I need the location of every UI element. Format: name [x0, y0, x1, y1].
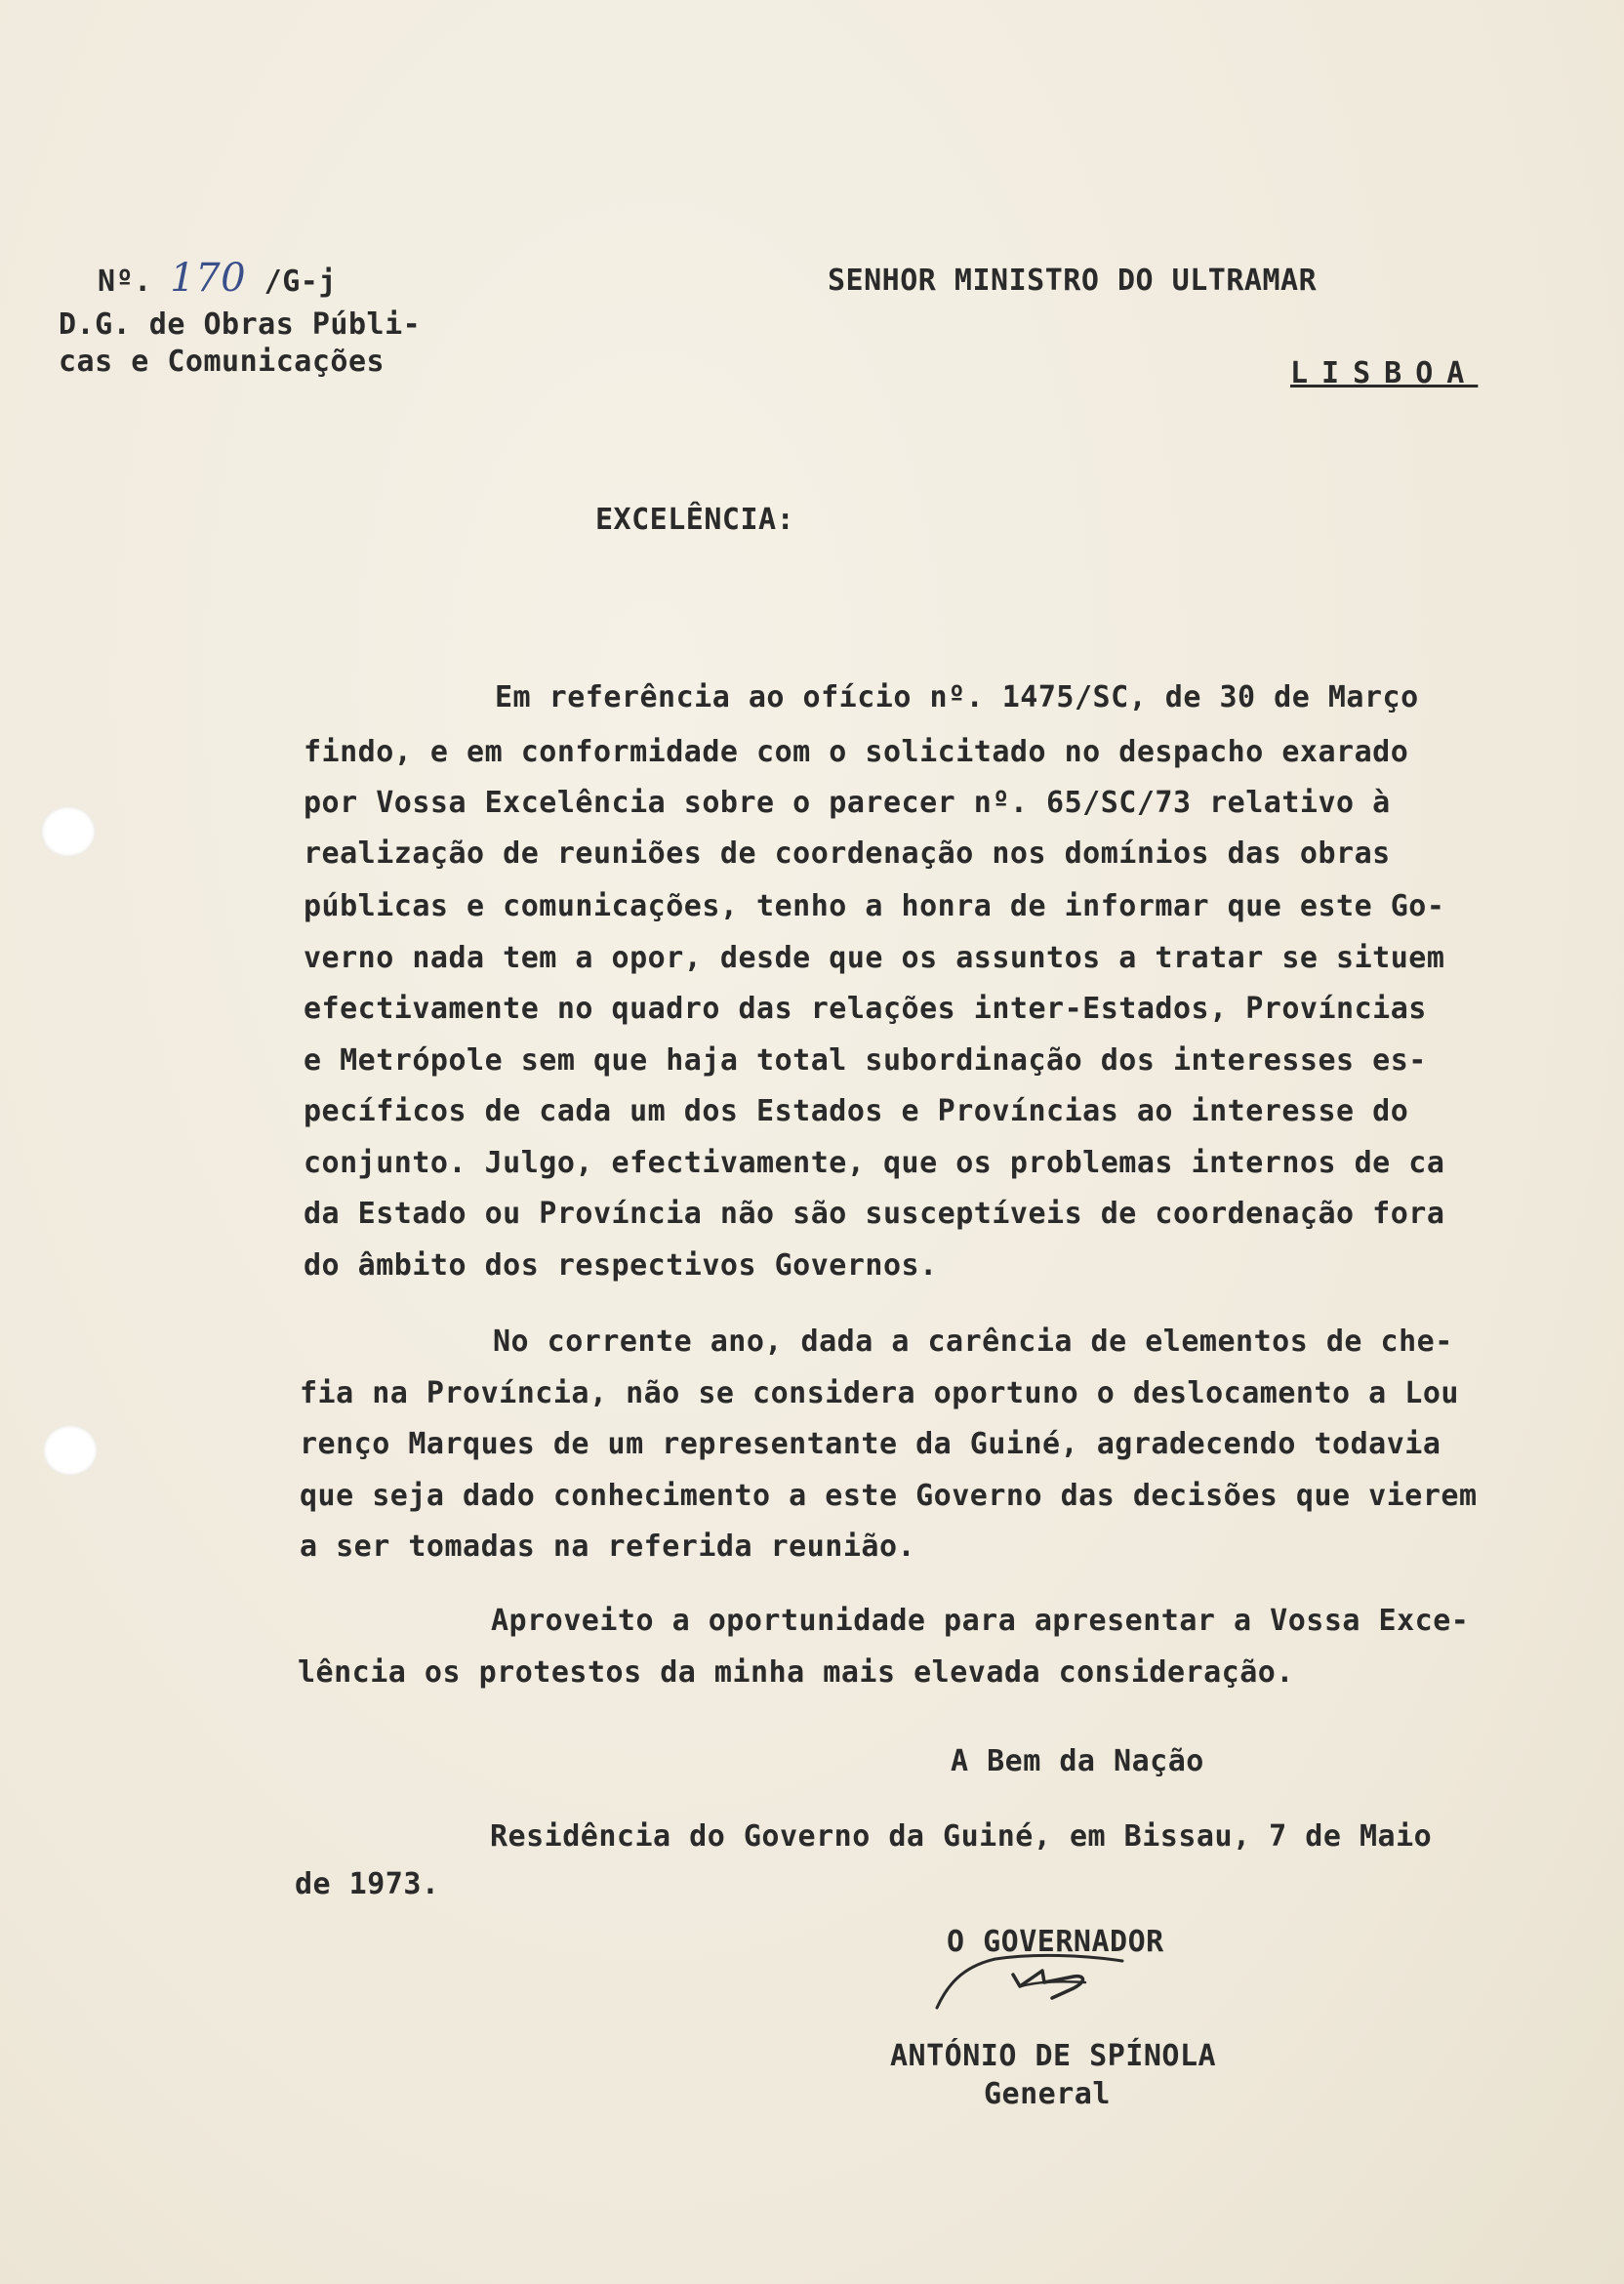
closing-phrase: A Bem da Nação	[951, 1744, 1204, 1778]
paragraph-line: do âmbito dos respectivos Governos.	[304, 1248, 938, 1283]
paragraph-line: realização de reuniões de coordenação nos domínios das obras	[304, 836, 1391, 871]
place-date-line-1: Residência do Governo da Guiné, em Bissau, 7 de Maio	[490, 1819, 1433, 1854]
signer-name: ANTÓNIO DE SPÍNOLA	[890, 2039, 1217, 2073]
paragraph-line: da Estado ou Província não são susceptíveis de coordenação fora	[304, 1197, 1445, 1231]
department-line-2: cas e Comunicações	[59, 345, 386, 379]
paragraph-line: verno nada tem a opor, desde que os assuntos a tratar se situem	[304, 941, 1445, 975]
paragraph-line: a ser tomadas na referida reunião.	[300, 1529, 916, 1564]
punch-hole	[43, 1425, 98, 1476]
paragraph-line: que seja dado conhecimento a este Governo das decisões que vierem	[300, 1479, 1478, 1513]
paragraph-line: findo, e em conformidade com o solicitado no despacho exarado	[304, 735, 1409, 769]
paragraph-line: pecíficos de cada um dos Estados e Províncias ao interesse do	[304, 1094, 1409, 1128]
paragraph-line: renço Marques de um representante da Guiné, agradecendo todavia	[300, 1427, 1441, 1461]
salutation: EXCELÊNCIA:	[595, 503, 795, 537]
paragraph-line: efectivamente no quadro das relações inter-Estados, Províncias	[304, 992, 1427, 1026]
reference-number	[98, 256, 337, 301]
ref-prefix: Nº.	[98, 265, 171, 299]
paragraph-line: Aproveito a oportunidade para apresentar a Vossa Exce-	[491, 1604, 1470, 1638]
paragraph-line: por Vossa Excelência sobre o parecer nº. 65/SC/73 relativo à	[304, 786, 1391, 820]
ref-suffix: /G-j	[246, 265, 337, 299]
handwritten-signature	[927, 1947, 1152, 2025]
ref-handwritten-number: 170	[170, 256, 247, 301]
addressee: SENHOR MINISTRO DO ULTRAMAR	[828, 264, 1318, 298]
paragraph-line: fia na Província, não se considera oportuno o deslocamento a Lou	[300, 1376, 1459, 1410]
paragraph-line: Em referência ao ofício nº. 1475/SC, de 30 de Março	[495, 680, 1419, 714]
paragraph-line: públicas e comunicações, tenho a honra de informar que este Go-	[304, 889, 1445, 923]
paragraph-line: No corrente ano, dada a carência de elementos de che-	[493, 1325, 1453, 1359]
signer-rank: General	[984, 2077, 1111, 2111]
paragraph-line: lência os protestos da minha mais elevada consideração.	[298, 1655, 1294, 1690]
punch-hole	[41, 806, 96, 857]
addressee-city: LISBOA	[1290, 356, 1479, 390]
department-line-1: D.G. de Obras Públi-	[59, 307, 422, 342]
paragraph-line: e Metrópole sem que haja total subordinação dos interesses es-	[304, 1043, 1427, 1078]
signer-role: O GOVERNADOR	[947, 1925, 1164, 1959]
place-date-line-2: de 1973.	[295, 1867, 440, 1901]
paragraph-line: conjunto. Julgo, efectivamente, que os problemas internos de ca	[304, 1146, 1445, 1180]
